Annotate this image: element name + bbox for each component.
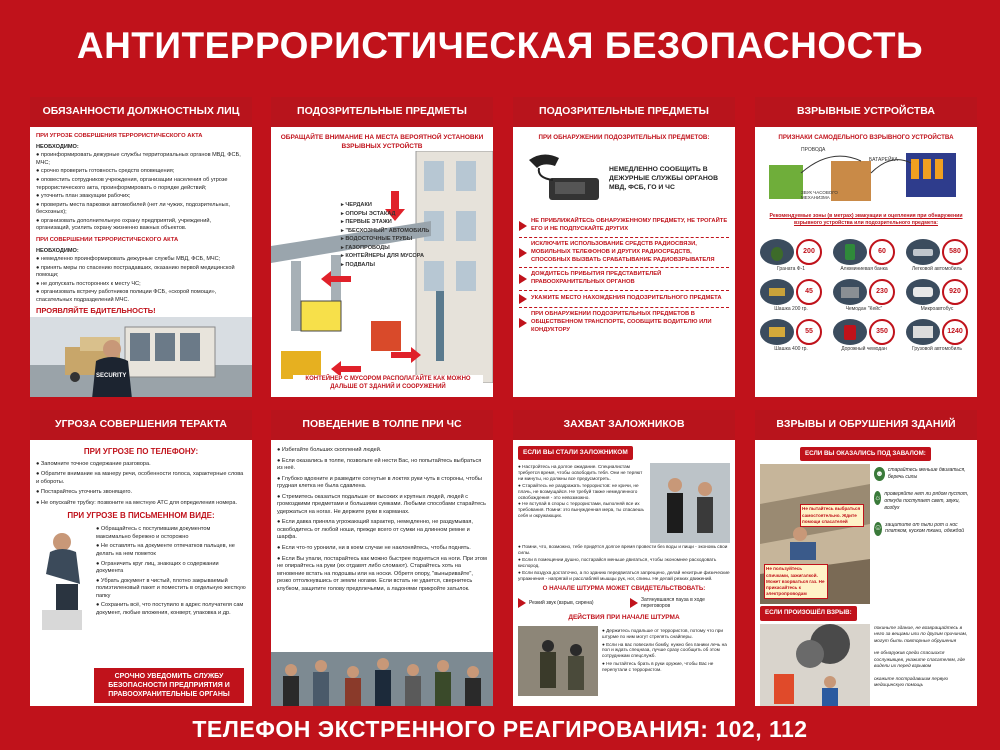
header-bar — [0, 0, 1000, 92]
list-item: ▸ КОНТЕЙНЕРЫ ДЛЯ МУСОРА — [341, 253, 425, 260]
panel-threat-of-attack — [30, 410, 252, 706]
container-warning: КОНТЕЙНЕР С МУСОРОМ РАСПОЛАГАЙТЕ КАК МОЖНО ДАЛЬШЕ ОТ ЗДАНИЙ И СООРУЖЕНИЙ — [293, 375, 483, 391]
list-item: ● оповестить сотрудников учреждения, организации населения об угрозе террористического акта, проинформировать о порядке действий; — [36, 177, 228, 191]
assault-list — [602, 626, 730, 696]
emergency-phone-text: ТЕЛЕФОН ЭКСТРЕННОГО РЕАГИРОВАНИЯ: 102, 112 — [192, 715, 808, 742]
need-label: НЕОБХОДИМО: — [36, 247, 79, 254]
phone-threat-list — [36, 461, 246, 508]
bomb-item: 60 Алюминиевая банка — [834, 239, 894, 273]
warning-fire: Не пользуйтесь спичками, зажигалкой. Может взорваться газ. Не прикасайтесь к электропроводам — [764, 564, 828, 599]
list-item: УКАЖИТЕ МЕСТО НАХОЖДЕНИЯ ПОДОЗРИТЕЛЬНОГО ПРЕДМЕТА — [519, 294, 729, 304]
bomb-item: 45 Шашка 200 гр. — [761, 279, 821, 313]
list-item: ● Не пытайтесь брать в руки оружие, чтобы Вас не перепутали с террористом. — [602, 661, 714, 672]
actions-list — [519, 218, 729, 334]
signal-pause: Затянувшаяся пауза в ходе переговоров — [630, 597, 730, 610]
hostage-list — [518, 463, 646, 543]
list-item: ● Если в помещении душно, постарайся меньше двигаться, чтобы экономнее расходовать кислород. — [518, 556, 717, 568]
panel-suspicious-actions — [513, 97, 735, 397]
wire-label: ПРОВОДА — [801, 147, 826, 153]
panel-crowd-behavior — [271, 410, 493, 706]
list-item: ▸ "БЕСХОЗНЫЙ" АВТОМОБИЛЬ — [341, 227, 430, 234]
panel-officials-duties — [30, 97, 252, 397]
list-item: ● Не вступай в споры с террористами, выполняй все их требования. Помни: это вынужденная мера, ты спасаешь себя и окружающих. — [518, 501, 644, 519]
list-item: ● уточнить план эвакуации рабочих; — [36, 193, 131, 200]
list-item: ● Сохранить всё, что поступило в адрес получателя сам документ, любые вложения, конверт, упаковка и др. — [96, 602, 244, 616]
assault-signs-subtitle: О НАЧАЛЕ ШТУРМА МОЖЕТ СВИДЕТЕЛЬСТВОВАТЬ: — [542, 585, 706, 593]
arrow-icon — [519, 248, 527, 258]
panel-title: ПОДОЗРИТЕЛЬНЫЕ ПРЕДМЕТЫ — [513, 97, 735, 127]
explosion-tips — [870, 624, 972, 706]
list-item: ● проверить места парковки автомобилей (нет ли чужих, подозрительных, бесхозных); — [36, 201, 230, 216]
list-item: ▸ ОПОРЫ ЭСТАКАД — [341, 210, 396, 217]
panel-title: УГРОЗА СОВЕРШЕНИЯ ТЕРАКТА — [30, 410, 252, 440]
list-item: ● Если давка приняла угрожающий характер, немедленно, не раздумывая, освободитесь от любой ноши, прежде всего от сумки на длинном ремне и шарфа. — [277, 519, 473, 541]
rubble-tips — [870, 464, 972, 604]
places-subtitle: ОБРАЩАЙТЕ ВНИМАНИЕ НА МЕСТА ВЕРОЯТНОЙ УСТАНОВКИ ВЗРЫВНЫХ УСТРОЙСТВ — [280, 134, 484, 150]
explosion-illustration — [760, 624, 870, 706]
rest-icon: ☻ — [874, 467, 885, 481]
list-item: ▸ ВОДОСТОЧНЫЕ ТРУБЫ — [341, 236, 413, 243]
footer-bar — [0, 708, 1000, 750]
ied-illustration — [761, 143, 971, 209]
arrow-icon — [630, 598, 638, 608]
assault-actions-subtitle: ДЕЙСТВИЯ ПРИ НАЧАЛЕ ШТУРМА — [568, 613, 680, 621]
list-item: ● срочно проверить готовность средств оповещения; — [36, 168, 175, 175]
security-badge: SECURITY — [96, 373, 127, 379]
list-item: ● принять меры по спасению пострадавших, оказанию первой медицинской помощи; — [36, 264, 235, 279]
list-item: ● Если Вы упали, постарайтесь как можно быстрее подняться на ноги. При этом не опирайтесь на руки (их отдавят либо сломают). Старайтесь хоть на мгновение встать на подошвы или на носки. Обретя опору, "выныривайте", резко оттолкнувшись от земли ногами. Если встать не удается, свернитесь клубком, защитите голову предплечьями, а ладонями прикройте затылок. — [277, 555, 487, 592]
act-list — [36, 256, 246, 304]
list-item: ● Запомните точное содержание разговора. — [36, 460, 151, 467]
crowd-list — [277, 447, 487, 593]
bomb-item: 580 Легковой автомобиль — [907, 239, 967, 273]
ear-icon: ☼ — [874, 491, 881, 505]
bomb-item: 1240 Грузовой автомобиль — [907, 319, 967, 353]
panel-title: ВЗРЫВНЫЕ УСТРОЙСТВА — [755, 97, 977, 127]
clock-label: ЗВУК ЧАСОВОГО МЕХАНИЗМА — [801, 190, 838, 200]
battery-label: БАТАРЕЙКА — [869, 157, 898, 163]
arrow-icon — [519, 294, 527, 304]
list-item: ● Если что-то уронили, ни в коем случае не наклоняйтесь, чтобы поднять. — [277, 545, 471, 552]
signal-sound: Резкий звук (взрыв, сирена) — [518, 598, 618, 608]
tip-item: не обнаружив среди спасшихся сослуживцев, укажите спасателям, где видели их перед взрывом — [874, 651, 966, 670]
list-item: ● Помни, что, возможно, тебе придётся долгое время провести без воды и пищи - экономь свои силы. — [518, 544, 728, 555]
panel-explosions-collapse — [755, 410, 977, 706]
list-item: ● Глубоко вдохните и разведите согнутые в локтях руки чуть в стороны, чтобы грудная клетка не была сдавлена. — [277, 475, 482, 490]
list-item: ● Обращайтесь с поступившим документом максимально бережно и осторожно — [96, 526, 211, 540]
notify-security-banner: СРОЧНО УВЕДОМИТЬ СЛУЖБУ БЕЗОПАСНОСТИ ПРЕДПРИЯТИЯ И ПРАВООХРАНИТЕЛЬНЫЕ ОРГАНЫ — [94, 668, 244, 703]
list-item: ДОЖДИТЕСЬ ПРИБЫТИЯ ПРЕДСТАВИТЕЛЕЙ ПРАВООХРАНИТЕЛЬНЫХ ОРГАНОВ — [519, 271, 729, 287]
panel-title: ОБЯЗАННОСТИ ДОЛЖНОСТНЫХ ЛИЦ — [30, 97, 252, 127]
places-list — [341, 201, 441, 270]
hostage-photo — [650, 463, 730, 543]
tip-item: ☼ проверяйте нет ли рядом пустот, откуда поступает свет, звуки, воздух — [874, 491, 969, 511]
tip-item: ☻ старайтесь меньше двигаться, беречь силы — [875, 467, 966, 481]
vigilance-alert: ПРОЯВЛЯЙТЕ БДИТЕЛЬНОСТЬ! — [36, 306, 156, 316]
tip-item: ☺ защитите от пыли рот и нос платком, куском ткани, одеждой — [874, 521, 965, 535]
tip-item: окажите пострадавшим первую медицинскую помощь — [874, 676, 948, 688]
assault-photo — [518, 626, 598, 696]
page-title: АНТИТЕРРОРИСТИЧЕСКАЯ БЕЗОПАСНОСТЬ — [76, 25, 924, 66]
list-item: ● Если оказались в толпе, позвольте ей нести Вас, но попытайтесь выбраться из неё. — [277, 457, 482, 472]
phone-threat-subtitle: ПРИ УГРОЗЕ ПО ТЕЛЕФОНУ: — [83, 447, 199, 456]
bomb-item: 200 Граната Ф-1 — [761, 239, 821, 273]
arrow-icon — [519, 318, 527, 328]
threat-list — [36, 152, 246, 232]
arrow-icon — [519, 221, 527, 231]
list-item: ● Стремитесь оказаться подальше от высоких и крупных людей, людей с громоздкими предметами и большими сумками. Любыми способами старайтесь удержаться на ногах. Не держите руки в карманах. — [277, 493, 486, 515]
mask-icon: ☺ — [874, 522, 882, 536]
phone-icon — [519, 148, 609, 208]
panel-suspicious-places — [271, 97, 493, 397]
bomb-item: 230 Чемодан "Кейс" — [834, 279, 894, 313]
list-item: ● Не опускайте трубку: позвоните на местную АТС для определения номера. — [36, 499, 238, 506]
section-threat: ПРИ УГРОЗЕ СОВЕРШЕНИЯ ТЕРРОРИСТИЧЕСКОГО АКТА — [36, 133, 203, 139]
list-item: ● организовать дополнительную охрану предприятий, учреждений, организаций, усилить охрану жизненно важных объектов. — [36, 217, 212, 232]
panel-title: ПОДОЗРИТЕЛЬНЫЕ ПРЕДМЕТЫ — [271, 97, 493, 127]
list-item: ▸ ПОДВАЛЫ — [341, 261, 375, 268]
crowd-illustration — [271, 652, 493, 706]
list-item: ● Не оставлять на документе отпечатков пальцев, не делать на нем пометок — [96, 543, 235, 557]
list-item: ● Если воздуха достаточно, а по зданию передвигаться запрещено, делай нехитрые физические упражнения - напрягай и расслабляй мышцы рук, ног, спины. Не делай резких движений. — [518, 569, 730, 581]
ied-signs-subtitle: ПРИЗНАКИ САМОДЕЛЬНОГО ВЗРЫВНОГО УСТРОЙСТВА — [778, 134, 954, 141]
list-item: ● Ограничить круг лиц, знающих о содержании документа — [96, 560, 219, 575]
reader-illustration — [36, 524, 96, 634]
bomb-grid — [755, 237, 973, 354]
security-guard-illustration — [30, 317, 252, 397]
rubble-subtitle: ЕСЛИ ВЫ ОКАЗАЛИСЬ ПОД ЗАВАЛОМ: — [800, 447, 931, 461]
written-threat-subtitle: ПРИ УГРОЗЕ В ПИСЬМЕННОМ ВИДЕ: — [67, 510, 215, 520]
panel-title: ПОВЕДЕНИЕ В ТОЛПЕ ПРИ ЧС — [271, 410, 493, 440]
evacuation-zones-subtitle: Рекомендуемые зоны (в метрах) эвакуации и оцепления при обнаружении взрывного устройства или подозрительного предмета: — [769, 213, 963, 226]
list-item: ▸ ЧЕРДАКИ — [341, 202, 372, 208]
list-item: ● проинформировать дежурные службы территориальных органов МВД, ФСБ, МЧС; — [36, 152, 241, 166]
warning-self-rescue: Не пытайтесь выбраться самостоятельно. Ждите помощи спасателей — [800, 504, 864, 527]
rubble-illustration — [760, 464, 870, 604]
arrow-icon — [518, 598, 526, 608]
arrow-icon — [519, 274, 527, 284]
immediately-report-text: НЕМЕДЛЕННО СООБЩИТЬ В ДЕЖУРНЫЕ СЛУЖБЫ ОРГАНОВ МВД, ФСБ, ГО И ЧС — [609, 165, 718, 191]
explosion-subtitle: ЕСЛИ ПРОИЗОШЁЛ ВЗРЫВ: — [760, 606, 857, 620]
panel-hostage-taking — [513, 410, 735, 706]
hostage-subtitle: ЕСЛИ ВЫ СТАЛИ ЗАЛОЖНИКОМ — [518, 446, 633, 460]
tip-item: покиньте здание, не возвращайтесь в него за вещами или по другим причинам, могут быть повторные обрушения — [874, 625, 968, 644]
written-threat-list — [96, 524, 246, 634]
bomb-item: 920 Микроавтобус — [907, 279, 967, 313]
list-item: ● Постарайтесь уточнить звонящего. — [36, 489, 133, 496]
list-item: ● Обратите внимание на манеру речи, особенности голоса, характерные слова и обороты. — [36, 471, 244, 485]
list-item: ИСКЛЮЧИТЕ ИСПОЛЬЗОВАНИЕ СРЕДСТВ РАДИОСВЯЗИ, МОБИЛЬНЫХ ТЕЛЕФОНОВ И ДРУГИХ РАДИОСРЕДСТВ, СПОСОБНЫХ ВЫЗВАТЬ СРАБАТЫВАНИЕ РАДИОВЗРЫВАТЕЛЯ — [519, 241, 729, 264]
bomb-item: 350 Дорожный чемодан — [834, 319, 894, 353]
list-item: ● Настройтесь на долгое ожидание. Специалистам требуется время, чтобы освободить тебя. Они не теряют ни минуты, но должны все предусмотреть. — [518, 464, 643, 481]
list-item: ● Избегайте больших скоплений людей. — [277, 447, 382, 453]
list-item: ● Держитесь подальше от террористов, потому что при штурме по ним могут стрелять снайперы. — [602, 627, 724, 639]
list-item: ПРИ ОБНАРУЖЕНИИ ПОДОЗРИТЕЛЬНЫХ ПРЕДМЕТОВ В ОБЩЕСТВЕННОМ ТРАНСПОРТЕ, СООБЩИТЕ ВОДИТЕЛЮ ИЛИ КОНДУКТОРУ — [519, 311, 729, 334]
panel-title: ВЗРЫВЫ И ОБРУШЕНИЯ ЗДАНИЙ — [755, 410, 977, 440]
list-item: ▸ ГАЗОПРОВОДЫ — [341, 244, 390, 251]
list-item: ● Убрать документ в чистый, плотно закрываемый полиэтиленовый пакет и поместить в отдельную жесткую папку — [96, 577, 246, 599]
list-item: ● организовать встречу работников полиции ФСБ, «скорой помощи», спасательных подразделений МЧС. — [36, 289, 217, 303]
panel-title: ЗАХВАТ ЗАЛОЖНИКОВ — [513, 410, 735, 440]
list-item: ● Если на вас повесили бомбу, нужно без паники лечь на пол и ждать спецназа, лучше сразу сообщить об этом сотрудникам спецслужб. — [602, 641, 727, 659]
list-item: ● не допускать посторонних к месту ЧС; — [36, 280, 141, 287]
need-label: НЕОБХОДИМО: — [36, 143, 79, 150]
bomb-item: 55 Шашка 400 гр. — [761, 319, 821, 353]
list-item: ● немедленно проинформировать дежурные службы МВД, ФСБ, МЧС; — [36, 256, 221, 263]
list-item: ▸ ПЕРВЫЕ ЭТАЖИ — [341, 219, 392, 226]
list-item: ● Старайтесь не раздражать террористов: не кричи, не плачь, не возмущайся. Не требуй также немедленного освобождения - это невозможно. — [518, 482, 639, 500]
list-item: НЕ ПРИБЛИЖАЙТЕСЬ ОБНАРУЖЕННОМУ ПРЕДМЕТУ, НЕ ТРОГАЙТЕ ЕГО И НЕ ПОДПУСКАЙТЕ ДРУГИХ — [519, 218, 729, 234]
panel-explosive-devices — [755, 97, 977, 397]
actions-subtitle: ПРИ ОБНАРУЖЕНИИ ПОДОЗРИТЕЛЬНЫХ ПРЕДМЕТОВ: — [538, 134, 710, 141]
section-act: ПРИ СОВЕРШЕНИИ ТЕРРОРИСТИЧЕСКОГО АКТА — [36, 236, 179, 243]
